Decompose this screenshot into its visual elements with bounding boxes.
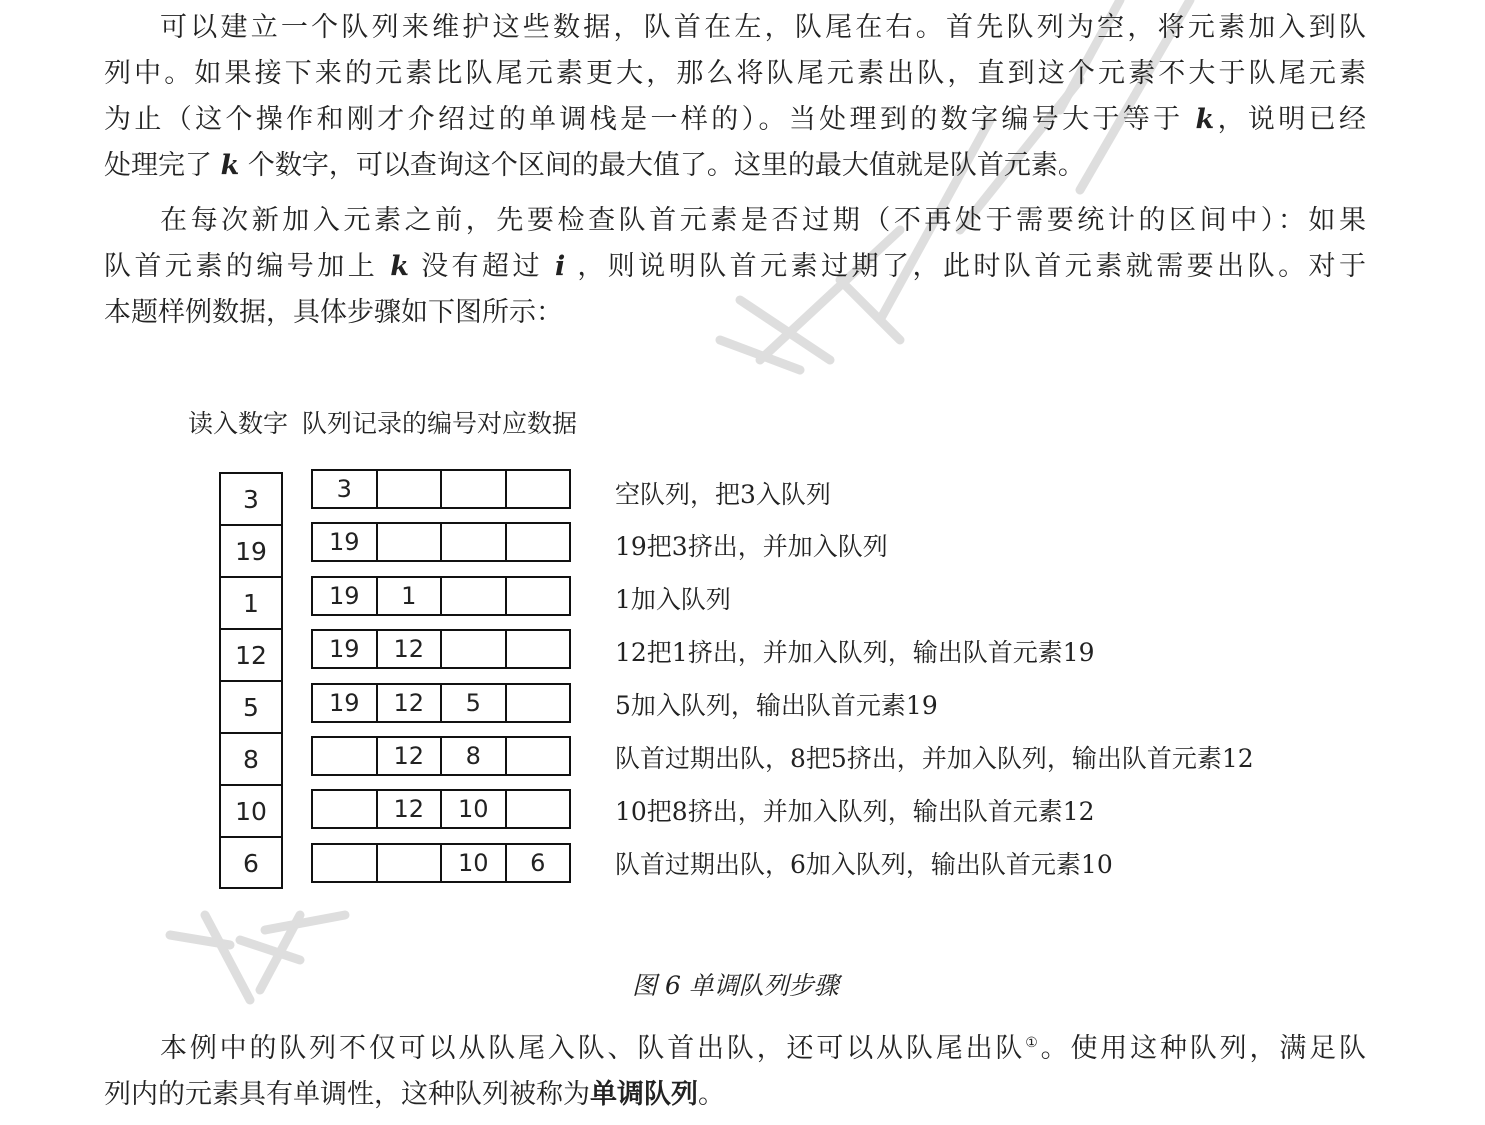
queue-cells [311, 629, 571, 669]
queue-cell: 5 [442, 685, 507, 721]
intro-paragraph-2 [104, 198, 1366, 336]
queue-cell: 19 [313, 524, 378, 560]
row-description: 12把1挤出，并加入队列，输出队首元素19 [615, 638, 1095, 667]
read-cell: 10 [219, 784, 283, 836]
queue-cells [311, 843, 571, 883]
queue-cell: 3 [313, 471, 378, 507]
header-queue-record: 队列记录的编号对应数据 [302, 409, 578, 438]
variable-k: k [1195, 104, 1215, 135]
queue-cell: 10 [442, 791, 507, 827]
text-segment: 队首元素的编号加上 [104, 251, 379, 282]
queue-cell [442, 631, 507, 667]
read-cell: 3 [219, 472, 283, 524]
text-line [104, 244, 1366, 290]
queue-cell [378, 524, 443, 560]
figure-caption: 图 6 单调队列步骤 [632, 971, 839, 1000]
queue-cell: 6 [530, 849, 546, 877]
text-line [104, 143, 1366, 189]
queue-cells [311, 683, 571, 723]
read-cell: 6 [219, 836, 283, 889]
text-line [104, 1026, 1366, 1072]
read-cell: 12 [219, 628, 283, 680]
queue-cell: 12 [378, 685, 443, 721]
queue-cell: 10 [442, 845, 507, 881]
text-segment: ，说明已经 [1214, 104, 1367, 135]
queue-cell: 12 [378, 738, 443, 774]
queue-cell: 19 [313, 685, 378, 721]
read-cell: 5 [219, 680, 283, 732]
intro-paragraph-1 [104, 5, 1366, 189]
queue-cell [313, 845, 378, 881]
row-description: 19把3挤出，并加入队列 [615, 532, 888, 561]
queue-cell [313, 738, 378, 774]
queue-cell: 12 [378, 631, 443, 667]
row-description: 队首过期出队，8把5挤出，并加入队列，输出队首元素12 [615, 744, 1254, 773]
row-description: 空队列，把3入队列 [615, 480, 831, 509]
queue-cells [311, 576, 571, 616]
text-line: 列中。如果接下来的元素比队尾元素更大，那么将队尾元素出队，直到这个元素不大于队尾元素 [104, 58, 1366, 89]
read-cell: 8 [219, 732, 283, 784]
row-description: 1加入队列 [615, 585, 731, 614]
queue-cells [311, 736, 571, 776]
variable-k: k [390, 251, 409, 282]
queue-cell: 19 [313, 631, 378, 667]
bold-term: 单调队列 [590, 1079, 698, 1110]
text-segment: 列内的元素具有单调性，这种队列被称为 [104, 1079, 590, 1110]
queue-cell [507, 471, 570, 507]
read-cell: 19 [219, 524, 283, 576]
queue-cell: 12 [378, 791, 443, 827]
queue-cell [507, 631, 570, 667]
queue-cell [442, 471, 507, 507]
text-segment: 本例中的队列不仅可以从队尾入队、队首出队，还可以从队尾出队 [160, 1033, 1026, 1064]
text-line [104, 97, 1366, 143]
queue-cell [507, 738, 570, 774]
text-line: 可以建立一个队列来维护这些数据，队首在左，队尾在右。首先队列为空，将元素加入到队 [160, 12, 1366, 43]
queue-cell [507, 791, 570, 827]
text-segment: 。 [698, 1079, 725, 1110]
queue-cell [378, 845, 443, 881]
row-description: 5加入队列，输出队首元素19 [615, 691, 938, 720]
text-segment: 没有超过 [421, 251, 543, 282]
row-description: 10把8挤出，并加入队列，输出队首元素12 [615, 797, 1095, 826]
text-line [104, 1072, 1366, 1118]
text-segment: ，则说明队首元素过期了，此时队首元素就需要出队。对于 [577, 251, 1367, 282]
figure-header [188, 404, 591, 444]
queue-cell [507, 524, 570, 560]
read-cell: 1 [219, 576, 283, 628]
queue-cells [311, 522, 571, 562]
text-line: 在每次新加入元素之前，先要检查队首元素是否过期（不再处于需要统计的区间中）：如果 [160, 205, 1366, 236]
text-segment: 。使用这种队列，满足队 [1040, 1033, 1366, 1064]
queue-cell: 1 [378, 578, 443, 614]
text-segment: 为止（这个操作和刚才介绍过的单调栈是一样的）。当处理到的数字编号大于等于 [104, 104, 1184, 135]
text-segment: 处理完了 [104, 150, 212, 181]
queue-cells [311, 469, 571, 509]
footnote-marker[interactable]: ① [1025, 1035, 1041, 1051]
queue-cell [507, 685, 570, 721]
text-segment: 个数字，可以查询这个区间的最大值了。这里的最大值就是队首元素。 [247, 150, 1085, 181]
variable-k: k [220, 150, 240, 181]
queue-cell [442, 578, 507, 614]
queue-cell: 19 [313, 578, 378, 614]
outro-paragraph [104, 1026, 1366, 1118]
queue-cell [378, 471, 443, 507]
queue-cell [507, 578, 570, 614]
queue-cell [442, 524, 507, 560]
header-read-number: 读入数字 [188, 409, 289, 438]
queue-cell [313, 791, 378, 827]
queue-cells [311, 789, 571, 829]
variable-i: i [555, 251, 566, 282]
text-line: 本题样例数据，具体步骤如下图所示： [104, 297, 563, 328]
row-description: 队首过期出队，6加入队列，输出队首元素10 [615, 850, 1113, 879]
queue-cell: 8 [442, 738, 507, 774]
